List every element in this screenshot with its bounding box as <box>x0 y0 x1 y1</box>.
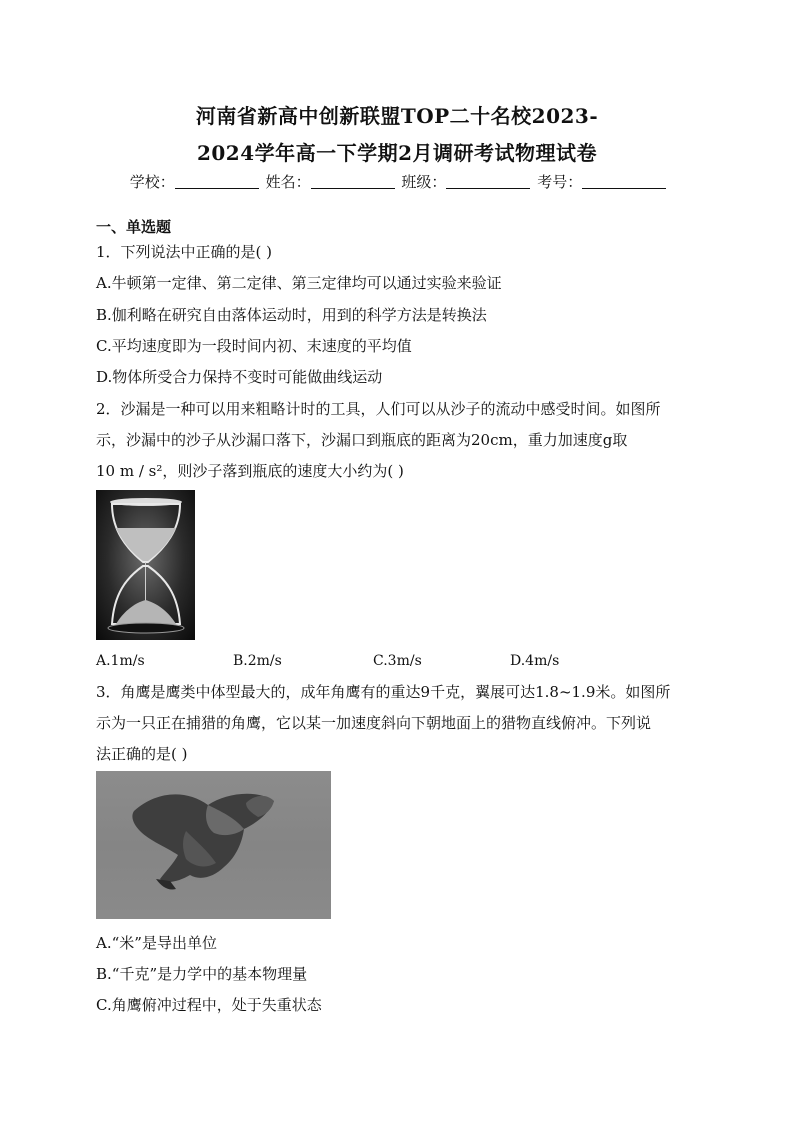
q1-stem: 1．下列说法中正确的是( ) <box>96 243 273 261</box>
name-field[interactable] <box>311 174 395 189</box>
class-field[interactable] <box>446 174 530 189</box>
q1-option-d: D.物体所受合力保持不变时可能做曲线运动 <box>96 368 383 386</box>
school-field[interactable] <box>175 174 259 189</box>
q2-stem-line-3: 10 m / s²，则沙子落到瓶底的速度大小约为( ) <box>96 462 404 480</box>
class-label: 班级： <box>401 173 447 191</box>
q3-option-c: C.角鹰俯冲过程中，处于失重状态 <box>96 996 322 1014</box>
q2-option-d: D.4m/s <box>510 653 560 669</box>
q3-stem-line-2: 示为一只正在捕猎的角鹰，它以某一加速度斜向下朝地面上的猎物直线俯冲。下列说 <box>96 714 652 732</box>
exam-title-line-1: 河南省新高中创新联盟TOP二十名校2023- <box>195 104 599 128</box>
q3-option-a: A.“米”是导出单位 <box>96 934 217 952</box>
exam-title-line-2: 2024学年高一下学期2月调研考试物理试卷 <box>196 141 598 165</box>
q2-stem-line-1: 2．沙漏是一种可以用来粗略计时的工具，人们可以从沙子的流动中感受时间。如图所 <box>96 400 661 418</box>
eagle-image <box>96 771 331 919</box>
q1-option-c: C.平均速度即为一段时间内初、末速度的平均值 <box>96 337 412 355</box>
number-field[interactable] <box>582 174 666 189</box>
student-info-row <box>0 171 794 192</box>
q3-stem-line-1: 3．角鹰是鹰类中体型最大的，成年角鹰有的重达9千克，翼展可达1.8~1.9米。如图所 <box>96 683 671 701</box>
q3-stem-line-3: 法正确的是( ) <box>96 745 188 763</box>
name-label: 姓名： <box>265 173 311 191</box>
number-label: 考号： <box>537 173 583 191</box>
q2-option-c: C.3m/s <box>373 653 422 669</box>
q3-option-b: B.“千克”是力学中的基本物理量 <box>96 965 308 983</box>
q1-option-b: B.伽利略在研究自由落体运动时，用到的科学方法是转换法 <box>96 306 487 324</box>
q2-stem-line-2: 示，沙漏中的沙子从沙漏口落下，沙漏口到瓶底的距离为20cm，重力加速度g取 <box>96 431 628 449</box>
hourglass-image <box>96 490 195 640</box>
school-label: 学校： <box>129 173 175 191</box>
section-heading: 一、单选题 <box>96 218 172 236</box>
q2-option-a: A.1m/s <box>96 653 145 669</box>
q1-option-a: A.牛顿第一定律、第二定律、第三定律均可以通过实验来验证 <box>96 274 502 292</box>
q2-option-b: B.2m/s <box>233 653 282 669</box>
